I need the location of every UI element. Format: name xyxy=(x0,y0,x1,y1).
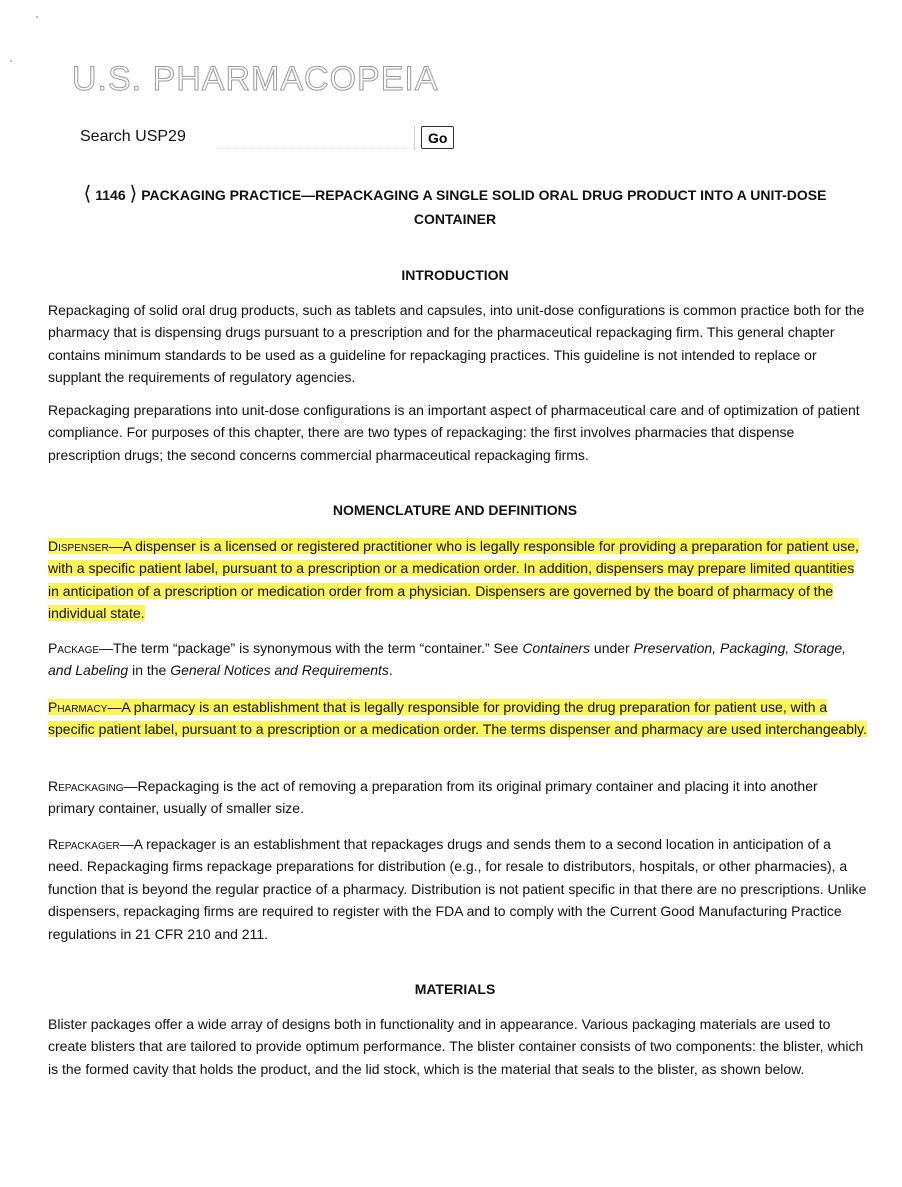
scan-speck xyxy=(36,16,38,18)
ref-containers: Containers xyxy=(522,640,591,656)
definition-pharmacy xyxy=(48,696,868,741)
chapter-number: 1146 xyxy=(95,187,126,203)
highlight-dispenser xyxy=(48,538,859,621)
intro-paragraph-1: Repackaging of solid oral drug products, such as tablets and capsules, into unit-dose configurations is common practice both for the pharmacy that is dispensing drugs pursuant to a prescription and for the pharmaceutical repackaging firm. This general chapter contains minimum standards to be used as a guideline for repackaging practices. This guideline is not intended to replace or supplant the requirements of regulatory agencies. xyxy=(48,302,865,386)
term-repackaging: Repackaging xyxy=(48,778,124,794)
term-repackager: Repackager xyxy=(48,836,120,852)
definition-package-text: —The term “package” is synonymous with the term “container.” See xyxy=(99,640,523,656)
heading-nomenclature: NOMENCLATURE AND DEFINITIONS xyxy=(332,502,578,518)
highlight-pharmacy xyxy=(48,699,867,737)
search-bar xyxy=(80,126,480,150)
definition-package-text: in the xyxy=(128,662,171,679)
search-divider xyxy=(414,126,415,150)
definition-package-text: . xyxy=(388,662,393,679)
search-input[interactable] xyxy=(216,128,416,149)
definition-dispenser xyxy=(48,535,868,625)
ref-preservation: Preservation, Packaging, Storage, and Labeling xyxy=(48,640,847,679)
definition-repackaging-text: —Repackaging is the act of removing a preparation from its original primary container and placing it into another primary container, usually of smaller size. xyxy=(48,778,818,817)
chapter-bracket-open: ⟨ xyxy=(83,183,92,205)
heading-materials: MATERIALS xyxy=(414,981,496,997)
materials-paragraph-1: Blister packages offer a wide array of designs both in functionality and in appearance. Various packaging materials are used to create blisters that are tailored to provide optimum performance. The blister container consists of two components: the blister, which is the formed cavity that holds the product, and the lid stock, which is the material that seals to the blister, as shown below. xyxy=(48,1016,864,1077)
search-label: Search USP29 xyxy=(80,128,186,145)
term-package: Package xyxy=(48,640,100,656)
intro-paragraph-2: Repackaging preparations into unit-dose configurations is an important aspect of pharmaceutical care and of optimization of patient compliance. For purposes of this chapter, there are two types of repackaging: the first involves pharmacies that dispense prescription drugs; the second concerns commercial pharmaceutical repackaging firms. xyxy=(48,402,860,463)
chapter-title-text: PACKAGING PRACTICE—REPACKAGING A SINGLE SOLID ORAL DRUG PRODUCT INTO A UNIT-DOSE CONTAINER xyxy=(141,187,827,227)
definition-repackaging xyxy=(48,775,868,820)
chapter-title xyxy=(50,182,860,231)
chapter-bracket-close: ⟩ xyxy=(129,183,138,205)
definition-repackager xyxy=(48,833,868,945)
ref-general-notices: General Notices and Requirements xyxy=(170,662,389,679)
term-pharmacy: Pharmacy xyxy=(48,699,108,715)
term-dispenser: Dispenser xyxy=(48,538,109,554)
go-button[interactable]: Go xyxy=(421,126,454,149)
definition-pharmacy-text: —A pharmacy is an establishment that is legally responsible for providing the drug preparation for patient use, with a specific patient label, pursuant to a prescription or a medication order. The terms dispenser and pharmacy are used interchangeably. xyxy=(48,699,867,738)
heading-introduction: INTRODUCTION xyxy=(401,267,509,283)
definition-repackager-text: —A repackager is an establishment that repackages drugs and sends them to a second location in anticipation of a need. Repackaging firms repackage preparations for distribution (e.g., for resale to distributors, hospitals, or other pharmacies), a function that is beyond the regular practice of a pharmacy. Distribution is not patient specific in that there are no prescriptions. Unlike dispensers, repackaging firms are required to register with the FDA and to comply with the Current Good Manufacturing Practice regulations in 21 CFR 210 and 211. xyxy=(48,836,867,942)
definition-package xyxy=(48,637,868,682)
definition-dispenser-text: —A dispenser is a licensed or registered practitioner who is legally responsible for providing a preparation for patient use, with a specific patient label, pursuant to a prescription or a medication order. In addition, dispensers may prepare limited quantities in anticipation of a prescription or medication order from a physician. Dispensers are governed by the board of pharmacy of the individual state. xyxy=(48,538,859,622)
usp-logo-text: U.S. PHARMACOPEIA xyxy=(72,60,439,98)
scan-speck xyxy=(10,60,12,62)
definition-package-text: under xyxy=(590,640,634,656)
